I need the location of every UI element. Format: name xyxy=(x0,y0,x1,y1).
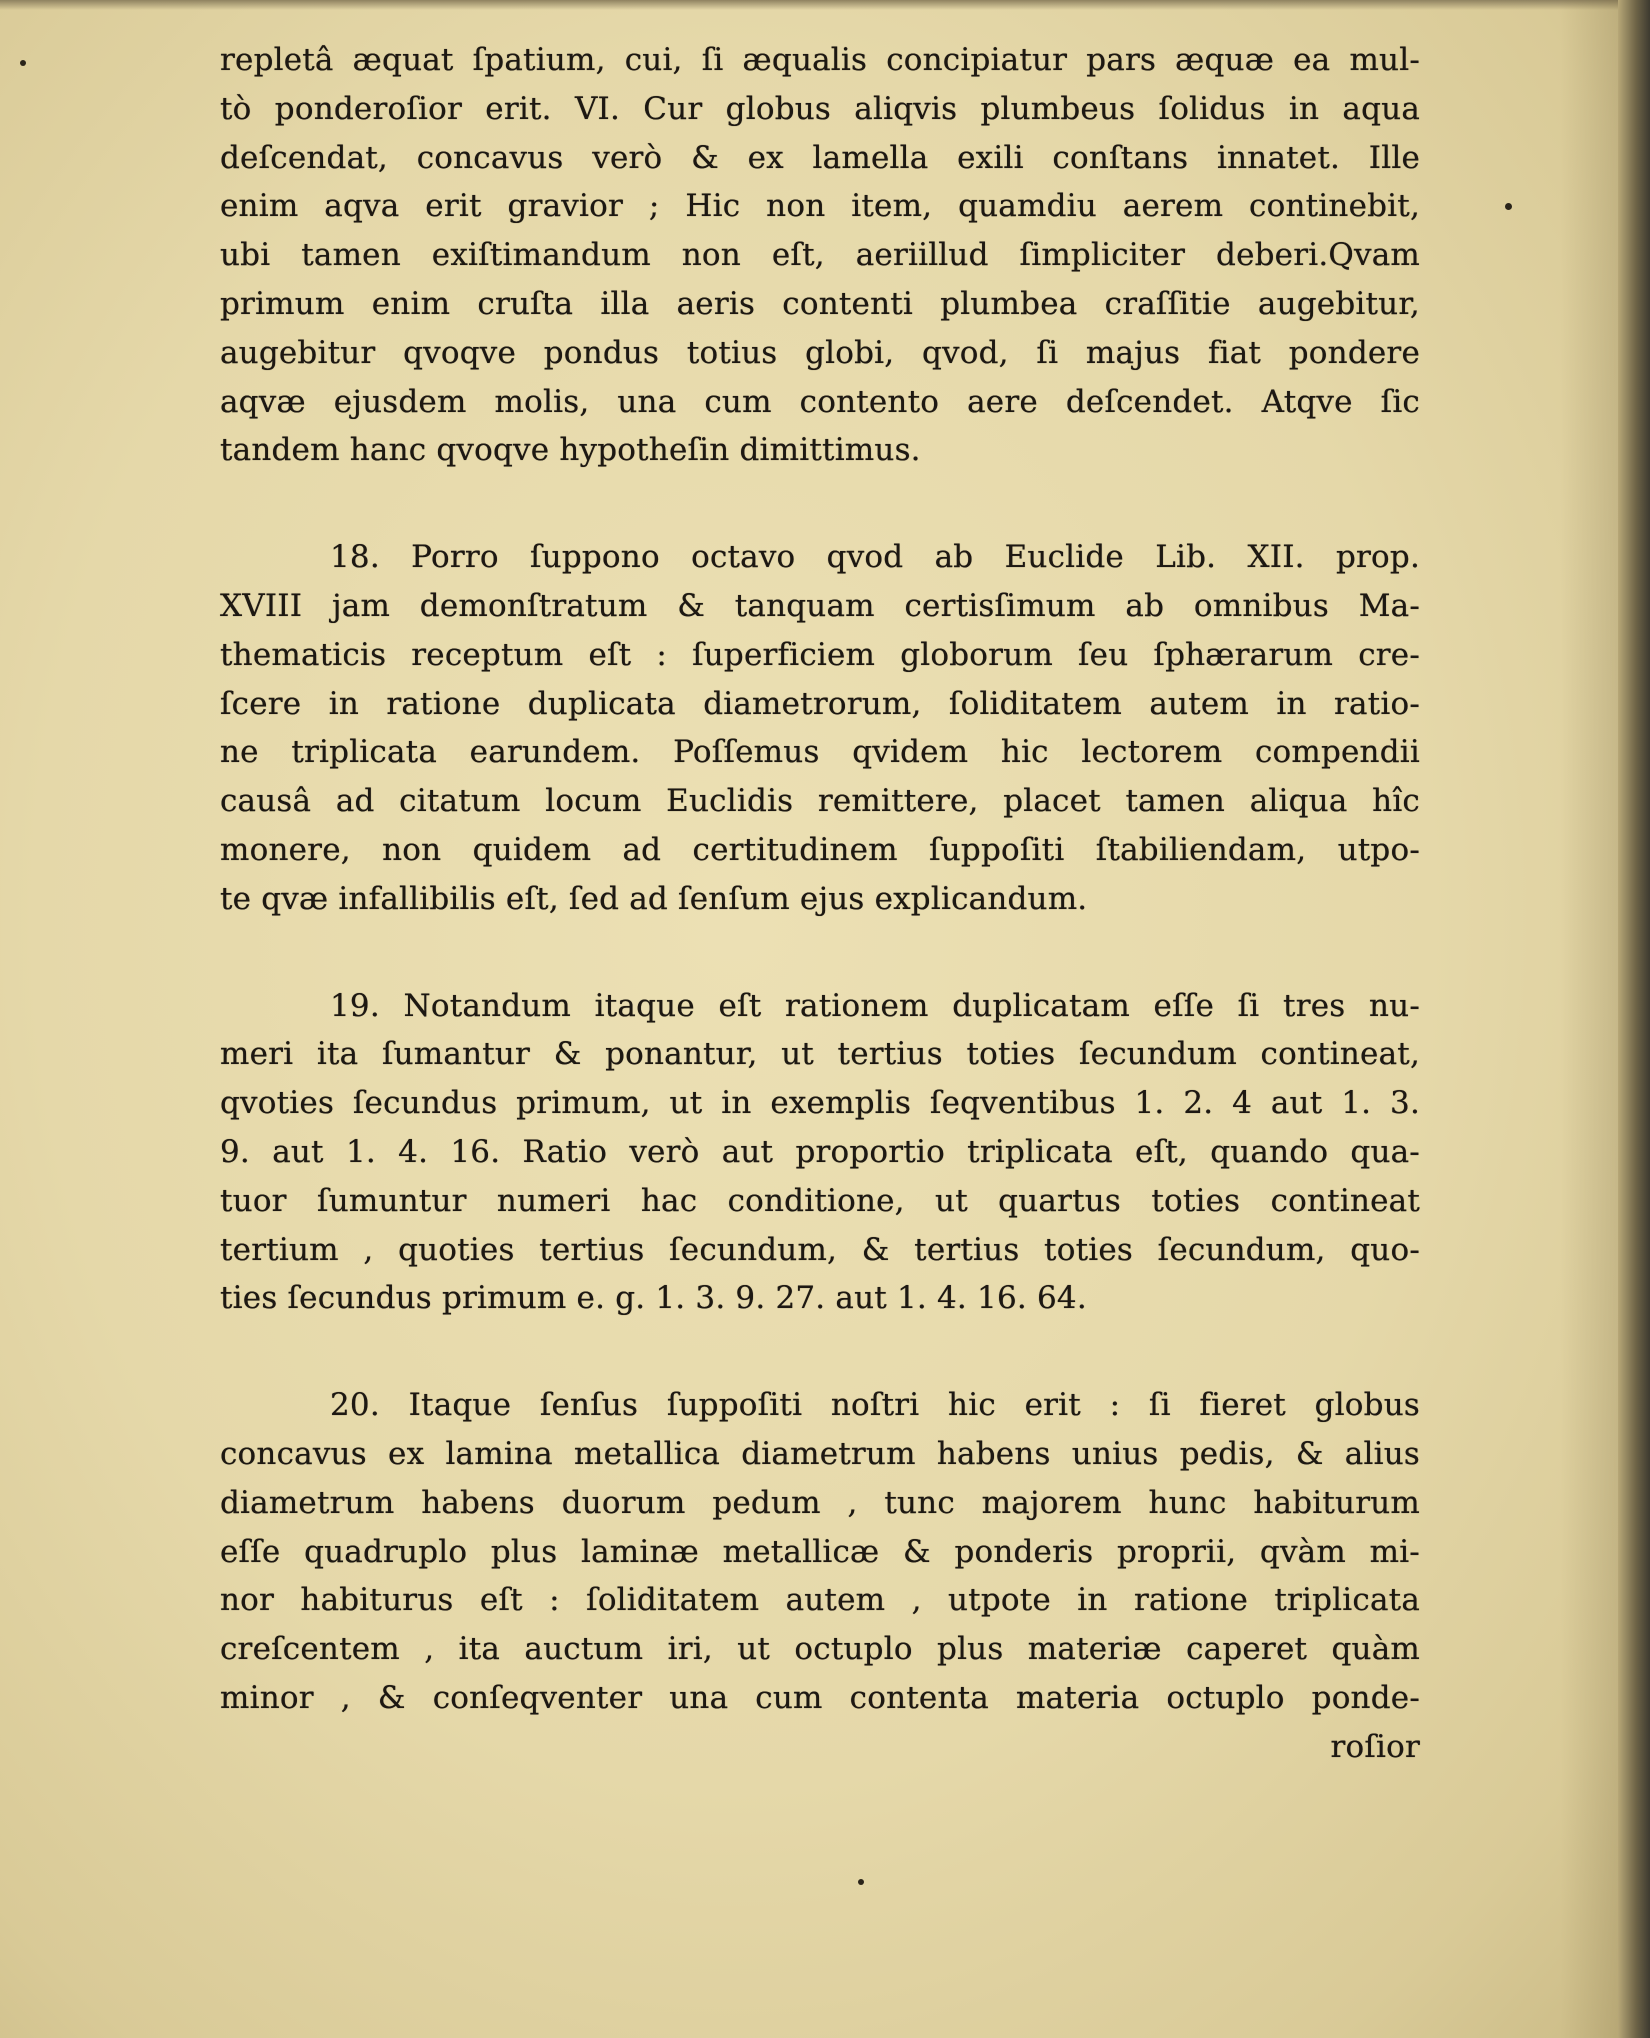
text-line: diametrum habens duorum pedum , tunc majorem hunc habiturum xyxy=(220,1484,1420,1521)
text-line: minor , & conſeqventer una cum contenta materia octuplo ponde- xyxy=(220,1679,1420,1716)
page-gutter-shadow xyxy=(1560,0,1618,2038)
text-line: concavus ex lamina metallica diametrum habens unius pedis, & alius xyxy=(220,1435,1420,1472)
text-line: te qvæ infallibilis eſt, ſed ad ſenſum ejus explicandum. xyxy=(220,880,1088,917)
text-line: nor habiturus eſt : ſoliditatem autem , utpote in ratione triplicata xyxy=(220,1582,1420,1619)
text-line: ſcere in ratione duplicata diametrorum, ſoliditatem autem in ratio- xyxy=(220,685,1420,722)
paragraph-18 xyxy=(220,533,1420,923)
text-line: ne triplicata earundem. Poſſemus qvidem hic lectorem compendii xyxy=(220,734,1420,771)
text-line: tandem hanc qvoqve hypotheſin dimittimus. xyxy=(220,432,921,469)
text-line: repletâ æquat ſpatium, cui, ſi æqualis concipiatur pars æquæ ea mul- xyxy=(220,42,1420,78)
text-line: eſſe quadruplo plus laminæ metallicæ & ponderis proprii, qvàm mi- xyxy=(220,1533,1420,1570)
catchword: roſior xyxy=(1330,1728,1420,1765)
text-line: augebitur qvoqve pondus totius globi, qvod, ſi majus fiat pondere xyxy=(220,334,1420,371)
text-line: tò ponderoſior erit. VI. Cur globus aliqvis plumbeus ſolidus in aqua xyxy=(220,90,1420,127)
text-line: monere, non quidem ad certitudinem ſuppoſiti ſtabiliendam, utpo- xyxy=(220,831,1420,868)
text-line: creſcentem , ita auctum iri, ut octuplo plus materiæ caperet quàm xyxy=(220,1631,1420,1668)
paragraph-1 xyxy=(220,36,1420,475)
page-body-text xyxy=(220,36,1420,1772)
text-line: meri ita ſumantur & ponantur, ut tertius toties ſecundum contineat, xyxy=(220,1036,1420,1073)
text-line: 9. aut 1. 4. 16. Ratio verò aut proportio triplicata eſt, quando qua- xyxy=(220,1133,1420,1170)
page-top-shadow xyxy=(0,0,1632,10)
text-line: qvoties ſecundus primum, ut in exemplis ſeqventibus 1. 2. 4 aut 1. 3. xyxy=(220,1085,1420,1122)
text-line: thematicis receptum eſt : ſuperficiem globorum ſeu ſphærarum cre- xyxy=(220,636,1420,673)
text-line: causâ ad citatum locum Euclidis remittere, placet tamen aliqua hîc xyxy=(220,783,1420,820)
text-line: aqvæ ejusdem molis, una cum contento aere deſcendet. Atqve ſic xyxy=(220,383,1420,420)
text-line: tertium , quoties tertius ſecundum, & tertius toties ſecundum, quo- xyxy=(220,1231,1420,1268)
book-edge xyxy=(1618,0,1650,2038)
text-line: primum enim cruſta illa aeris contenti plumbea craſſitie augebitur, xyxy=(220,285,1420,322)
ink-speck xyxy=(858,1879,864,1885)
ink-speck xyxy=(20,60,26,66)
paragraph-19 xyxy=(220,982,1420,1324)
text-line: XVIII jam demonſtratum & tanquam certisſimum ab omnibus Ma- xyxy=(220,587,1420,624)
text-line: 19. Notandum itaque eſt rationem duplicatam eſſe ſi tres nu- xyxy=(330,987,1420,1024)
text-line: deſcendat, concavus verò & ex lamella exili conſtans innatet. Ille xyxy=(220,139,1420,176)
paragraph-20 xyxy=(220,1381,1420,1723)
text-line: tuor ſumuntur numeri hac conditione, ut quartus toties contineat xyxy=(220,1182,1420,1219)
text-line: 18. Porro ſuppono octavo qvod ab Euclide Lib. XII. prop. xyxy=(330,539,1420,576)
text-line: 20. Itaque ſenſus ſuppoſiti noſtri hic erit : ſi fieret globus xyxy=(330,1387,1420,1424)
ink-speck xyxy=(1505,203,1512,210)
text-line: ties ſecundus primum e. g. 1. 3. 9. 27. aut 1. 4. 16. 64. xyxy=(220,1280,1087,1317)
text-line: ubi tamen exiſtimandum non eſt, aeriillud ſimpliciter deberi.Qvam xyxy=(220,237,1420,274)
text-line: enim aqva erit gravior ; Hic non item, quamdiu aerem continebit, xyxy=(220,188,1420,225)
